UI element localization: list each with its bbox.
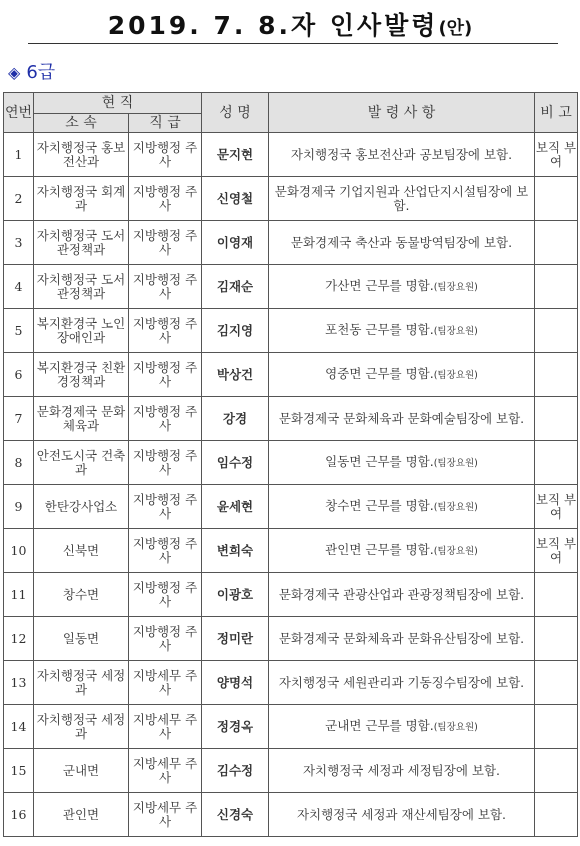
table-row [4,749,578,793]
row-dept: 자치행정국 도서관정책과 [34,265,129,309]
detail-text: 문화경제국 축산과 동물방역팀장에 보함. [290,234,513,250]
row-rank: 지방세무 주사 [129,661,202,705]
row-name: 박상건 [202,353,269,397]
row-name: 정경옥 [202,705,269,749]
row-rank: 지방행정 주사 [129,309,202,353]
row-detail [269,353,535,397]
table-row [4,133,578,177]
row-number: 7 [4,397,34,441]
row-name: 신영철 [202,177,269,221]
row-note [535,749,578,793]
row-rank: 지방세무 주사 [129,705,202,749]
row-dept: 자치행정국 홍보전산과 [34,133,129,177]
row-detail [269,265,535,309]
row-name: 양명석 [202,661,269,705]
table-row [4,353,578,397]
table-row [4,177,578,221]
row-detail [269,793,535,837]
row-rank: 지방세무 주사 [129,793,202,837]
row-rank: 지방행정 주사 [129,617,202,661]
table-row [4,793,578,837]
detail-remark: (팀장요원) [433,325,478,337]
row-rank: 지방행정 주사 [129,529,202,573]
row-rank: 지방행정 주사 [129,485,202,529]
detail-remark: (팀장요원) [433,281,478,293]
table-row [4,397,578,441]
table-row [4,485,578,529]
detail-remark: (팀장요원) [433,721,478,733]
section-label: 6급 [26,62,56,83]
row-note [535,661,578,705]
row-number: 4 [4,265,34,309]
row-dept: 한탄강사업소 [34,485,129,529]
row-number: 6 [4,353,34,397]
row-name: 이영재 [202,221,269,265]
row-rank: 지방행정 주사 [129,177,202,221]
header-no: 연번 [4,93,34,133]
row-detail [269,177,535,221]
detail-text: 문화경제국 기업지원과 산업단지시설팀장에 보함. [274,183,529,213]
header-detail: 발 령 사 항 [269,93,535,133]
document-title [0,6,580,42]
row-dept: 안전도시국 건축과 [34,441,129,485]
row-number: 9 [4,485,34,529]
row-number: 8 [4,441,34,485]
detail-remark: (팀장요원) [433,501,478,513]
row-number: 12 [4,617,34,661]
detail-remark: (팀장요원) [433,545,478,557]
row-dept: 복지환경국 노인장애인과 [34,309,129,353]
row-number: 5 [4,309,34,353]
table-body [4,133,578,837]
row-detail [269,705,535,749]
row-number: 3 [4,221,34,265]
row-name: 정미란 [202,617,269,661]
row-detail [269,573,535,617]
row-note: 보직 부여 [535,529,578,573]
row-detail [269,221,535,265]
table-row [4,661,578,705]
detail-remark: (팀장요원) [433,369,478,381]
row-note [535,397,578,441]
row-name: 이광호 [202,573,269,617]
row-detail [269,617,535,661]
table-row [4,529,578,573]
row-note [535,617,578,661]
detail-text: 자치행정국 홍보전산과 공보팀장에 보함. [290,146,513,162]
row-dept: 창수면 [34,573,129,617]
row-name: 김수정 [202,749,269,793]
row-note [535,221,578,265]
row-note [535,441,578,485]
detail-text: 일동면 근무를 명함. [325,453,434,469]
table-row [4,617,578,661]
row-number: 1 [4,133,34,177]
row-dept: 복지환경국 친환경정책과 [34,353,129,397]
table-row [4,441,578,485]
detail-text: 영중면 근무를 명함. [325,365,434,381]
detail-text: 군내면 근무를 명함. [325,717,434,733]
row-dept: 신북면 [34,529,129,573]
detail-text: 관인면 근무를 명함. [325,541,434,557]
table-row [4,221,578,265]
row-note: 보직 부여 [535,485,578,529]
detail-text: 자치행정국 세정과 세정팀장에 보함. [302,762,501,778]
row-number: 2 [4,177,34,221]
row-number: 16 [4,793,34,837]
row-rank: 지방행정 주사 [129,265,202,309]
row-dept: 자치행정국 세정과 [34,661,129,705]
row-note [535,265,578,309]
row-detail [269,309,535,353]
header-note: 비 고 [535,93,578,133]
row-dept: 군내면 [34,749,129,793]
detail-text: 포천동 근무를 명함. [325,321,434,337]
row-detail [269,485,535,529]
row-dept: 문화경제국 문화체육과 [34,397,129,441]
title-text: 2019. 7. 8.자 인사발령 [107,11,439,40]
row-rank: 지방행정 주사 [129,441,202,485]
row-rank: 지방행정 주사 [129,397,202,441]
section-heading [8,58,55,84]
header-rank: 직 급 [129,114,202,133]
detail-text: 창수면 근무를 명함. [325,497,434,513]
row-detail [269,133,535,177]
row-note [535,793,578,837]
detail-text: 자치행정국 세원관리과 기동징수팀장에 보함. [278,674,525,690]
row-detail [269,749,535,793]
diamond-bullet-icon: ◈ [8,63,21,82]
table-row [4,705,578,749]
row-name: 신경숙 [202,793,269,837]
row-note [535,353,578,397]
header-dept: 소 속 [34,114,129,133]
title-underline [28,43,558,44]
row-dept: 일동면 [34,617,129,661]
row-dept: 관인면 [34,793,129,837]
detail-text: 문화경제국 관광산업과 관광정책팀장에 보함. [278,586,525,602]
row-note [535,705,578,749]
table-row [4,573,578,617]
row-detail [269,529,535,573]
row-note: 보직 부여 [535,133,578,177]
row-name: 김지영 [202,309,269,353]
row-number: 14 [4,705,34,749]
title-suffix: (안) [438,18,473,39]
table-row [4,309,578,353]
row-name: 문지현 [202,133,269,177]
row-number: 15 [4,749,34,793]
row-name: 윤세현 [202,485,269,529]
row-detail [269,397,535,441]
row-dept: 자치행정국 세정과 [34,705,129,749]
detail-text: 문화경제국 문화체육과 문화유산팀장에 보함. [278,630,525,646]
row-number: 10 [4,529,34,573]
detail-text: 자치행정국 세정과 재산세팀장에 보함. [296,806,507,822]
row-dept: 자치행정국 도서관정책과 [34,221,129,265]
row-rank: 지방행정 주사 [129,221,202,265]
row-rank: 지방세무 주사 [129,749,202,793]
detail-text: 가산면 근무를 명함. [325,277,434,293]
header-name: 성 명 [202,93,269,133]
personnel-table [3,92,578,837]
row-note [535,573,578,617]
detail-text: 문화경제국 문화체육과 문화예술팀장에 보함. [278,410,525,426]
row-detail [269,661,535,705]
row-name: 임수정 [202,441,269,485]
table-row [4,265,578,309]
row-name: 김재순 [202,265,269,309]
row-dept: 자치행정국 회계과 [34,177,129,221]
row-number: 11 [4,573,34,617]
row-note [535,177,578,221]
row-name: 강경 [202,397,269,441]
detail-remark: (팀장요원) [433,457,478,469]
row-name: 변희숙 [202,529,269,573]
row-rank: 지방행정 주사 [129,353,202,397]
row-number: 13 [4,661,34,705]
row-rank: 지방행정 주사 [129,133,202,177]
row-rank: 지방행정 주사 [129,573,202,617]
header-current: 현 직 [34,93,202,114]
row-note [535,309,578,353]
row-detail [269,441,535,485]
